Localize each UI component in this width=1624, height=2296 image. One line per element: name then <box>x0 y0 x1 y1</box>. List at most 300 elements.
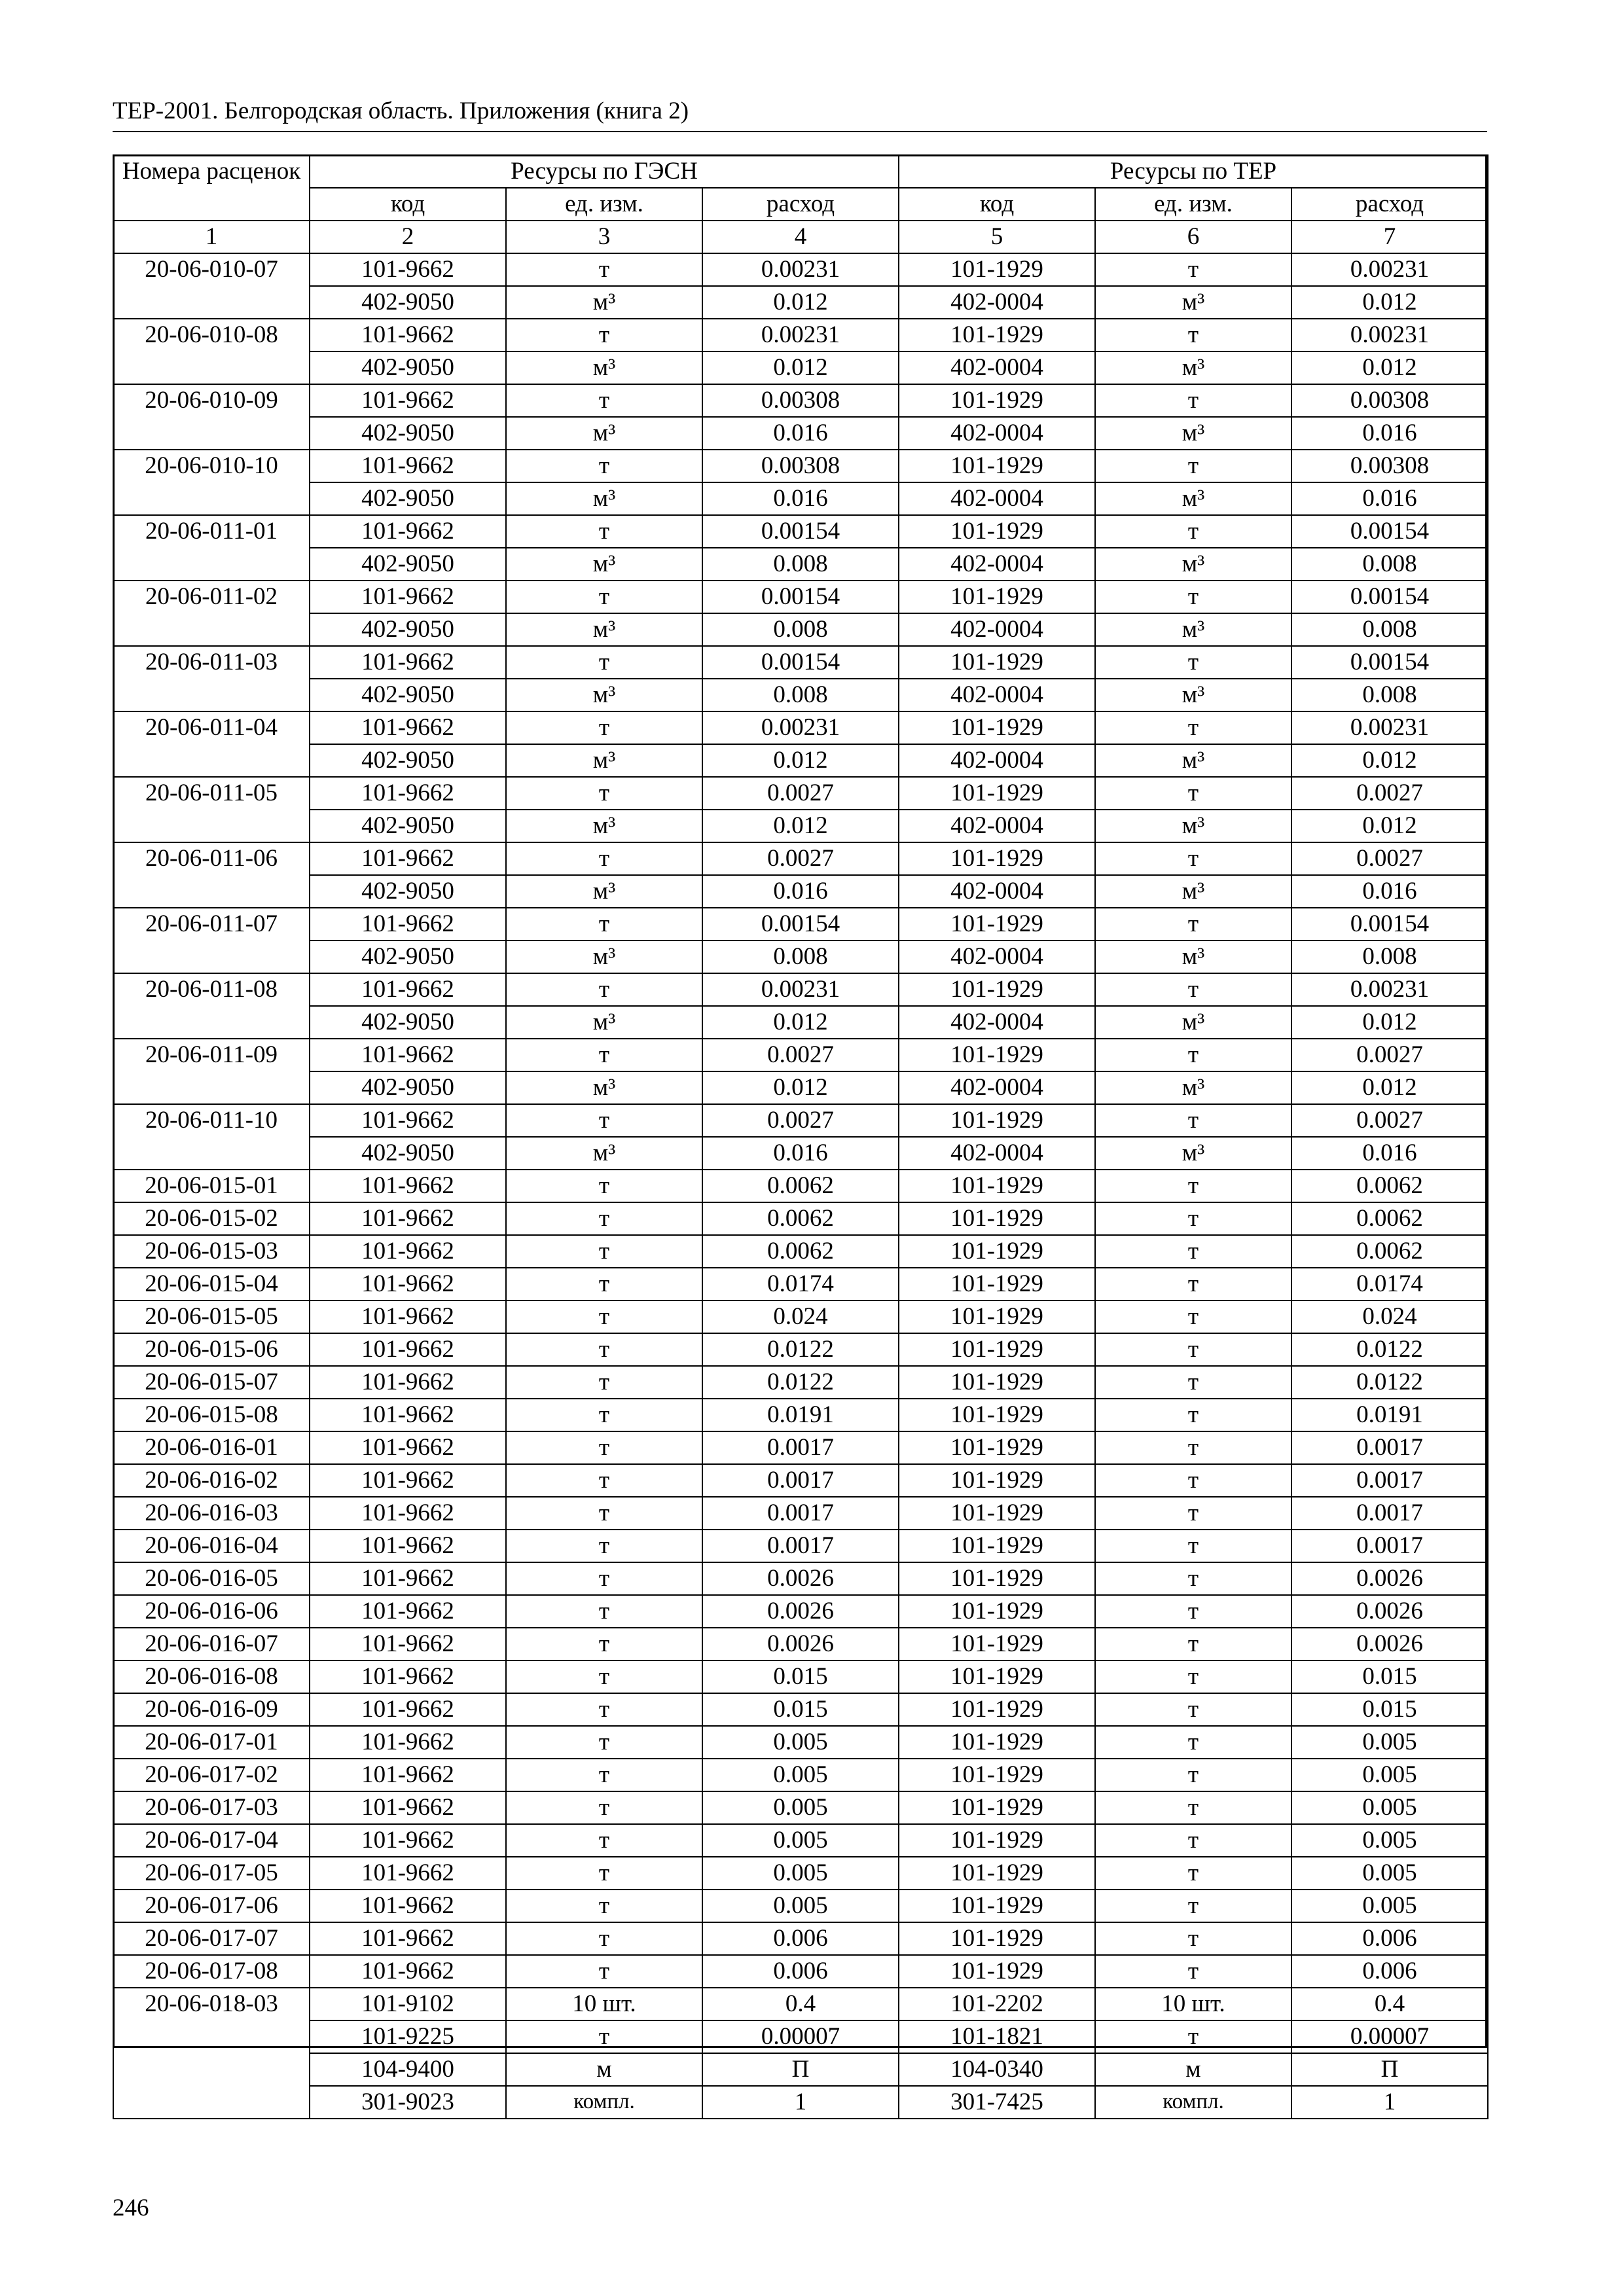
gesn-code-cell: 101-9662 <box>310 711 506 744</box>
price-number-cell <box>113 875 310 908</box>
price-number-cell: 20-06-015-05 <box>113 1300 310 1333</box>
table-row <box>113 711 1488 744</box>
ter-code-cell: 101-1821 <box>899 2020 1095 2053</box>
ter-unit-cell: м³ <box>1095 1071 1291 1104</box>
gesn-code-cell: 402-9050 <box>310 482 506 515</box>
ter-qty-cell: 0.012 <box>1291 810 1488 842</box>
ter-code-cell: 101-1929 <box>899 1464 1095 1497</box>
gesn-qty-cell: 0.005 <box>702 1890 899 1922</box>
price-number-cell: 20-06-011-06 <box>113 842 310 875</box>
ter-qty-cell: 0.006 <box>1291 1955 1488 1988</box>
ter-code-cell: 402-0004 <box>899 482 1095 515</box>
gesn-code-cell: 101-9662 <box>310 515 506 548</box>
price-number-cell: 20-06-011-04 <box>113 711 310 744</box>
ter-code-cell: 101-1929 <box>899 1857 1095 1890</box>
price-number-cell <box>113 1006 310 1039</box>
gesn-qty-cell: 0.0026 <box>702 1562 899 1595</box>
gesn-code-cell: 101-9662 <box>310 1366 506 1399</box>
gesn-code-cell: 101-9662 <box>310 842 506 875</box>
gesn-unit-cell: т <box>506 1890 702 1922</box>
col-price-numbers: Номера расценок <box>113 155 310 221</box>
ter-unit-cell: т <box>1095 1431 1291 1464</box>
gesn-code-cell: 402-9050 <box>310 810 506 842</box>
price-number-cell: 20-06-011-01 <box>113 515 310 548</box>
ter-qty-cell: 0.00231 <box>1291 319 1488 351</box>
gesn-code-cell: 301-9023 <box>310 2086 506 2119</box>
table-row <box>113 253 1488 286</box>
table-row <box>113 1464 1488 1497</box>
ter-qty-cell: 0.005 <box>1291 1890 1488 1922</box>
price-number-cell <box>113 286 310 319</box>
ter-qty-cell: 0.0017 <box>1291 1530 1488 1562</box>
ter-code-cell: 101-1929 <box>899 1955 1095 1988</box>
ter-unit-cell: м³ <box>1095 1137 1291 1170</box>
ter-code-cell: 101-1929 <box>899 1039 1095 1071</box>
table-row <box>113 1006 1488 1039</box>
gesn-unit-cell: т <box>506 1268 702 1300</box>
gesn-code-cell: 101-9662 <box>310 1628 506 1660</box>
price-number-cell <box>113 1137 310 1170</box>
table-row <box>113 1595 1488 1628</box>
table-row <box>113 1988 1488 2020</box>
gesn-unit-cell: т <box>506 1530 702 1562</box>
gesn-code-cell: 101-9662 <box>310 1922 506 1955</box>
ter-qty-cell: 0.4 <box>1291 1988 1488 2020</box>
ter-unit-cell: т <box>1095 1268 1291 1300</box>
gesn-code-cell: 101-9662 <box>310 1268 506 1300</box>
ter-qty-cell: 0.005 <box>1291 1759 1488 1791</box>
ter-code-cell: 101-1929 <box>899 1824 1095 1857</box>
price-number-cell <box>113 1071 310 1104</box>
table-row <box>113 515 1488 548</box>
ter-qty-cell: 0.0027 <box>1291 1104 1488 1137</box>
ter-unit-cell: т <box>1095 1333 1291 1366</box>
gesn-code-cell: 101-9662 <box>310 1464 506 1497</box>
table-row <box>113 1824 1488 1857</box>
ter-code-cell: 101-1929 <box>899 908 1095 941</box>
ter-unit-cell: т <box>1095 1202 1291 1235</box>
price-number-cell: 20-06-011-09 <box>113 1039 310 1071</box>
ter-code-cell: 101-1929 <box>899 1890 1095 1922</box>
gesn-qty-cell: 0.00231 <box>702 253 899 286</box>
gesn-code-cell: 101-9662 <box>310 1497 506 1530</box>
gesn-code-cell: 402-9050 <box>310 548 506 581</box>
gesn-code-cell: 101-9662 <box>310 1791 506 1824</box>
ter-qty-cell: П <box>1291 2053 1488 2086</box>
ter-qty-cell: 0.0062 <box>1291 1202 1488 1235</box>
table-row <box>113 1497 1488 1530</box>
ter-qty-cell: 0.012 <box>1291 1071 1488 1104</box>
gesn-unit-cell: т <box>506 908 702 941</box>
ter-code-cell: 101-1929 <box>899 384 1095 417</box>
gesn-unit-cell: т <box>506 1104 702 1137</box>
ter-unit-cell: т <box>1095 1628 1291 1660</box>
table-row <box>113 1431 1488 1464</box>
ter-unit-cell: т <box>1095 384 1291 417</box>
ter-unit-cell: м³ <box>1095 941 1291 973</box>
price-number-cell: 20-06-017-08 <box>113 1955 310 1988</box>
ter-code-cell: 101-1929 <box>899 1333 1095 1366</box>
price-number-cell <box>113 744 310 777</box>
gesn-qty-cell: 0.008 <box>702 548 899 581</box>
gesn-unit-cell: т <box>506 1857 702 1890</box>
gesn-qty-cell: 0.005 <box>702 1726 899 1759</box>
ter-unit-cell: м³ <box>1095 351 1291 384</box>
gesn-qty-cell: 0.00007 <box>702 2020 899 2053</box>
gesn-qty-cell: 0.0062 <box>702 1170 899 1202</box>
gesn-qty-cell: 0.016 <box>702 1137 899 1170</box>
gesn-code-cell: 402-9050 <box>310 941 506 973</box>
ter-code-cell: 101-1929 <box>899 1595 1095 1628</box>
ter-qty-cell: 0.005 <box>1291 1726 1488 1759</box>
gesn-qty-cell: 0.0062 <box>702 1235 899 1268</box>
gesn-qty-cell: 0.00154 <box>702 581 899 613</box>
table-row <box>113 777 1488 810</box>
ter-unit-cell: т <box>1095 1824 1291 1857</box>
price-number-cell <box>113 2053 310 2086</box>
ter-unit-cell: м³ <box>1095 875 1291 908</box>
gesn-qty-cell: 0.008 <box>702 613 899 646</box>
gesn-unit-cell: т <box>506 253 702 286</box>
table-row <box>113 1039 1488 1071</box>
col-number: 4 <box>702 221 899 253</box>
gesn-code-cell: 101-9662 <box>310 1104 506 1137</box>
ter-unit-cell: т <box>1095 515 1291 548</box>
table-row <box>113 1268 1488 1300</box>
ter-qty-cell: 0.0174 <box>1291 1268 1488 1300</box>
gesn-qty-cell: 0.015 <box>702 1660 899 1693</box>
ter-unit-cell: т <box>1095 1235 1291 1268</box>
gesn-qty-cell: 0.012 <box>702 1071 899 1104</box>
ter-code-cell: 101-1929 <box>899 1431 1095 1464</box>
ter-unit-cell: т <box>1095 1726 1291 1759</box>
price-number-cell: 20-06-018-03 <box>113 1988 310 2020</box>
price-number-cell <box>113 482 310 515</box>
gesn-qty-cell: 0.012 <box>702 351 899 384</box>
gesn-qty-cell: 0.00231 <box>702 319 899 351</box>
table-row <box>113 744 1488 777</box>
gesn-code-cell: 101-9662 <box>310 1235 506 1268</box>
gesn-code-cell: 101-9662 <box>310 1333 506 1366</box>
gesn-qty-cell: 0.005 <box>702 1791 899 1824</box>
ter-code-cell: 402-0004 <box>899 941 1095 973</box>
gesn-code-cell: 101-9662 <box>310 581 506 613</box>
gesn-unit-cell: м³ <box>506 286 702 319</box>
gesn-qty-cell: 0.00154 <box>702 908 899 941</box>
ter-qty-cell: 0.016 <box>1291 482 1488 515</box>
ter-unit-cell: т <box>1095 1497 1291 1530</box>
ter-unit-cell: т <box>1095 842 1291 875</box>
gesn-unit-cell: м³ <box>506 744 702 777</box>
ter-qty-cell: 0.005 <box>1291 1857 1488 1890</box>
ter-code-cell: 101-1929 <box>899 1922 1095 1955</box>
ter-unit-cell: т <box>1095 1759 1291 1791</box>
price-number-cell: 20-06-015-03 <box>113 1235 310 1268</box>
ter-unit-cell: т <box>1095 1595 1291 1628</box>
ter-unit-cell: м³ <box>1095 286 1291 319</box>
ter-qty-cell: 0.016 <box>1291 1137 1488 1170</box>
gesn-unit-cell: м³ <box>506 613 702 646</box>
ter-unit-cell: т <box>1095 1464 1291 1497</box>
gesn-qty-cell: 0.012 <box>702 810 899 842</box>
table-row <box>113 2086 1488 2119</box>
gesn-qty-cell: 0.005 <box>702 1759 899 1791</box>
ter-qty-cell: 0.008 <box>1291 548 1488 581</box>
gesn-qty-cell: П <box>702 2053 899 2086</box>
ter-code-cell: 101-1929 <box>899 253 1095 286</box>
gesn-unit-cell: т <box>506 711 702 744</box>
gesn-qty-cell: 0.008 <box>702 941 899 973</box>
table-row <box>113 1857 1488 1890</box>
price-number-cell: 20-06-011-10 <box>113 1104 310 1137</box>
ter-qty-cell: 0.008 <box>1291 613 1488 646</box>
price-number-cell: 20-06-016-08 <box>113 1660 310 1693</box>
gesn-unit-cell: т <box>506 1235 702 1268</box>
ter-qty-cell: 0.0027 <box>1291 777 1488 810</box>
table-head <box>113 155 1488 253</box>
gesn-unit-cell: т <box>506 384 702 417</box>
ter-qty-cell: 1 <box>1291 2086 1488 2119</box>
ter-unit-cell: т <box>1095 1693 1291 1726</box>
gesn-qty-cell: 0.016 <box>702 482 899 515</box>
col-number: 2 <box>310 221 506 253</box>
col-number: 1 <box>113 221 310 253</box>
ter-unit-header: ед. изм. <box>1095 188 1291 221</box>
table-row <box>113 1791 1488 1824</box>
ter-code-cell: 101-1929 <box>899 1268 1095 1300</box>
price-number-cell: 20-06-010-08 <box>113 319 310 351</box>
gesn-unit-cell: т <box>506 1922 702 1955</box>
gesn-unit-cell: м³ <box>506 1137 702 1170</box>
gesn-unit-cell: т <box>506 1170 702 1202</box>
gesn-qty-cell: 0.00308 <box>702 384 899 417</box>
ter-unit-cell: м³ <box>1095 482 1291 515</box>
ter-qty-cell: 0.00308 <box>1291 450 1488 482</box>
price-number-cell: 20-06-016-03 <box>113 1497 310 1530</box>
gesn-unit-cell: м³ <box>506 482 702 515</box>
price-number-cell: 20-06-011-02 <box>113 581 310 613</box>
ter-qty-cell: 0.00231 <box>1291 253 1488 286</box>
ter-code-cell: 101-1929 <box>899 1693 1095 1726</box>
gesn-unit-cell: т <box>506 646 702 679</box>
table-row <box>113 1170 1488 1202</box>
ter-code-cell: 101-1929 <box>899 973 1095 1006</box>
ter-unit-cell: т <box>1095 646 1291 679</box>
gesn-code-cell: 402-9050 <box>310 417 506 450</box>
gesn-unit-cell: т <box>506 1628 702 1660</box>
ter-unit-cell: т <box>1095 1857 1291 1890</box>
table-row <box>113 908 1488 941</box>
table-row <box>113 973 1488 1006</box>
gesn-unit-cell: т <box>506 1595 702 1628</box>
ter-code-cell: 301-7425 <box>899 2086 1095 2119</box>
ter-qty-cell: 0.0017 <box>1291 1431 1488 1464</box>
ter-qty-cell: 0.0027 <box>1291 842 1488 875</box>
gesn-qty-cell: 0.012 <box>702 744 899 777</box>
gesn-code-cell: 101-9102 <box>310 1988 506 2020</box>
gesn-unit-cell: т <box>506 1366 702 1399</box>
ter-code-cell: 402-0004 <box>899 1071 1095 1104</box>
ter-code-cell: 101-1929 <box>899 1628 1095 1660</box>
price-number-cell: 20-06-015-08 <box>113 1399 310 1431</box>
price-number-cell: 20-06-016-05 <box>113 1562 310 1595</box>
price-number-cell: 20-06-017-03 <box>113 1791 310 1824</box>
head-row-groups <box>113 155 1488 188</box>
price-number-cell: 20-06-011-03 <box>113 646 310 679</box>
table-row <box>113 1693 1488 1726</box>
ter-code-cell: 101-2202 <box>899 1988 1095 2020</box>
gesn-qty-cell: 0.005 <box>702 1857 899 1890</box>
ter-code-cell: 101-1929 <box>899 581 1095 613</box>
table-row <box>113 1660 1488 1693</box>
ter-qty-cell: 0.0026 <box>1291 1595 1488 1628</box>
gesn-code-cell: 402-9050 <box>310 1006 506 1039</box>
gesn-code-cell: 101-9662 <box>310 1530 506 1562</box>
gesn-unit-cell: т <box>506 1726 702 1759</box>
gesn-unit-cell: т <box>506 1759 702 1791</box>
price-number-cell <box>113 941 310 973</box>
table-row <box>113 1333 1488 1366</box>
gesn-unit-cell: м³ <box>506 351 702 384</box>
ter-code-cell: 101-1929 <box>899 711 1095 744</box>
gesn-unit-header: ед. изм. <box>506 188 702 221</box>
table-row <box>113 1922 1488 1955</box>
ter-qty-cell: 0.00154 <box>1291 581 1488 613</box>
gesn-qty-cell: 0.0026 <box>702 1628 899 1660</box>
gesn-unit-cell: т <box>506 1955 702 1988</box>
ter-unit-cell: т <box>1095 711 1291 744</box>
ter-code-cell: 101-1929 <box>899 319 1095 351</box>
header-rule <box>113 131 1487 132</box>
gesn-qty-cell: 0.024 <box>702 1300 899 1333</box>
ter-qty-cell: 0.00154 <box>1291 646 1488 679</box>
gesn-code-cell: 101-9662 <box>310 1202 506 1235</box>
price-number-cell: 20-06-017-02 <box>113 1759 310 1791</box>
ter-unit-cell: т <box>1095 1922 1291 1955</box>
gesn-unit-cell: т <box>506 515 702 548</box>
table-row <box>113 1235 1488 1268</box>
table-row <box>113 548 1488 581</box>
ter-code-cell: 101-1929 <box>899 1660 1095 1693</box>
gesn-code-cell: 101-9662 <box>310 1170 506 1202</box>
gesn-code-cell: 101-9662 <box>310 908 506 941</box>
gesn-unit-cell: м³ <box>506 1006 702 1039</box>
table-row <box>113 941 1488 973</box>
ter-unit-cell: т <box>1095 1890 1291 1922</box>
ter-code-cell: 402-0004 <box>899 679 1095 711</box>
price-number-cell: 20-06-015-07 <box>113 1366 310 1399</box>
ter-qty-cell: 0.005 <box>1291 1791 1488 1824</box>
ter-code-cell: 101-1929 <box>899 1726 1095 1759</box>
table-row <box>113 1890 1488 1922</box>
ter-unit-cell: т <box>1095 908 1291 941</box>
ter-code-cell: 402-0004 <box>899 548 1095 581</box>
ter-qty-cell: 0.0062 <box>1291 1235 1488 1268</box>
col-number: 7 <box>1291 221 1488 253</box>
price-number-cell <box>113 810 310 842</box>
gesn-code-cell: 402-9050 <box>310 679 506 711</box>
ter-unit-cell: т <box>1095 1530 1291 1562</box>
gesn-qty-cell: 0.0026 <box>702 1595 899 1628</box>
table-row <box>113 1366 1488 1399</box>
resources-table <box>113 154 1489 2119</box>
gesn-qty-cell: 0.0017 <box>702 1431 899 1464</box>
price-number-cell: 20-06-015-04 <box>113 1268 310 1300</box>
running-header: ТЕР-2001. Белгородская область. Приложения (книга 2) <box>113 98 689 124</box>
ter-code-cell: 402-0004 <box>899 417 1095 450</box>
gesn-unit-cell: м³ <box>506 679 702 711</box>
gesn-qty-cell: 0.0174 <box>702 1268 899 1300</box>
price-number-cell: 20-06-011-05 <box>113 777 310 810</box>
table-row <box>113 1399 1488 1431</box>
ter-qty-cell: 0.006 <box>1291 1922 1488 1955</box>
ter-qty-cell: 0.0062 <box>1291 1170 1488 1202</box>
gesn-qty-cell: 0.0122 <box>702 1366 899 1399</box>
ter-unit-cell: м³ <box>1095 744 1291 777</box>
gesn-unit-cell: т <box>506 1693 702 1726</box>
ter-unit-cell: т <box>1095 1562 1291 1595</box>
table-row <box>113 450 1488 482</box>
ter-code-cell: 101-1929 <box>899 1235 1095 1268</box>
price-number-cell: 20-06-011-08 <box>113 973 310 1006</box>
gesn-unit-cell: т <box>506 581 702 613</box>
ter-unit-cell: м³ <box>1095 613 1291 646</box>
gesn-unit-cell: т <box>506 1399 702 1431</box>
gesn-qty-cell: 0.0017 <box>702 1530 899 1562</box>
ter-qty-cell: 0.005 <box>1291 1824 1488 1857</box>
ter-unit-cell: т <box>1095 581 1291 613</box>
price-number-cell: 20-06-010-10 <box>113 450 310 482</box>
gesn-qty-cell: 0.00231 <box>702 973 899 1006</box>
gesn-code-cell: 101-9662 <box>310 1300 506 1333</box>
ter-qty-cell: 0.00231 <box>1291 973 1488 1006</box>
ter-unit-cell: т <box>1095 319 1291 351</box>
gesn-qty-cell: 1 <box>702 2086 899 2119</box>
ter-code-cell: 101-1929 <box>899 1202 1095 1235</box>
ter-code-cell: 402-0004 <box>899 1137 1095 1170</box>
gesn-unit-cell: т <box>506 450 702 482</box>
group-ter-header: Ресурсы по ТЕР <box>899 155 1488 188</box>
ter-code-cell: 402-0004 <box>899 875 1095 908</box>
ter-unit-cell: 10 шт. <box>1095 1988 1291 2020</box>
gesn-qty-cell: 0.006 <box>702 1955 899 1988</box>
gesn-unit-cell: м³ <box>506 810 702 842</box>
ter-code-cell: 101-1929 <box>899 1300 1095 1333</box>
gesn-code-cell: 402-9050 <box>310 1071 506 1104</box>
gesn-code-cell: 402-9050 <box>310 1137 506 1170</box>
gesn-unit-cell: т <box>506 973 702 1006</box>
price-number-cell: 20-06-016-06 <box>113 1595 310 1628</box>
gesn-code-cell: 101-9662 <box>310 646 506 679</box>
gesn-unit-cell: т <box>506 1431 702 1464</box>
ter-code-cell: 101-1929 <box>899 1366 1095 1399</box>
ter-code-cell: 101-1929 <box>899 1759 1095 1791</box>
ter-qty-cell: 0.012 <box>1291 351 1488 384</box>
gesn-qty-cell: 0.005 <box>702 1824 899 1857</box>
gesn-qty-cell: 0.0017 <box>702 1497 899 1530</box>
gesn-unit-cell: т <box>506 1497 702 1530</box>
ter-code-cell: 402-0004 <box>899 351 1095 384</box>
ter-unit-cell: т <box>1095 973 1291 1006</box>
gesn-qty-cell: 0.0122 <box>702 1333 899 1366</box>
gesn-code-cell: 101-9662 <box>310 1693 506 1726</box>
gesn-unit-cell: т <box>506 842 702 875</box>
gesn-unit-cell: т <box>506 1562 702 1595</box>
gesn-unit-cell: т <box>506 2020 702 2053</box>
gesn-code-cell: 101-9662 <box>310 1857 506 1890</box>
price-number-cell: 20-06-017-05 <box>113 1857 310 1890</box>
ter-qty-cell: 0.0122 <box>1291 1366 1488 1399</box>
